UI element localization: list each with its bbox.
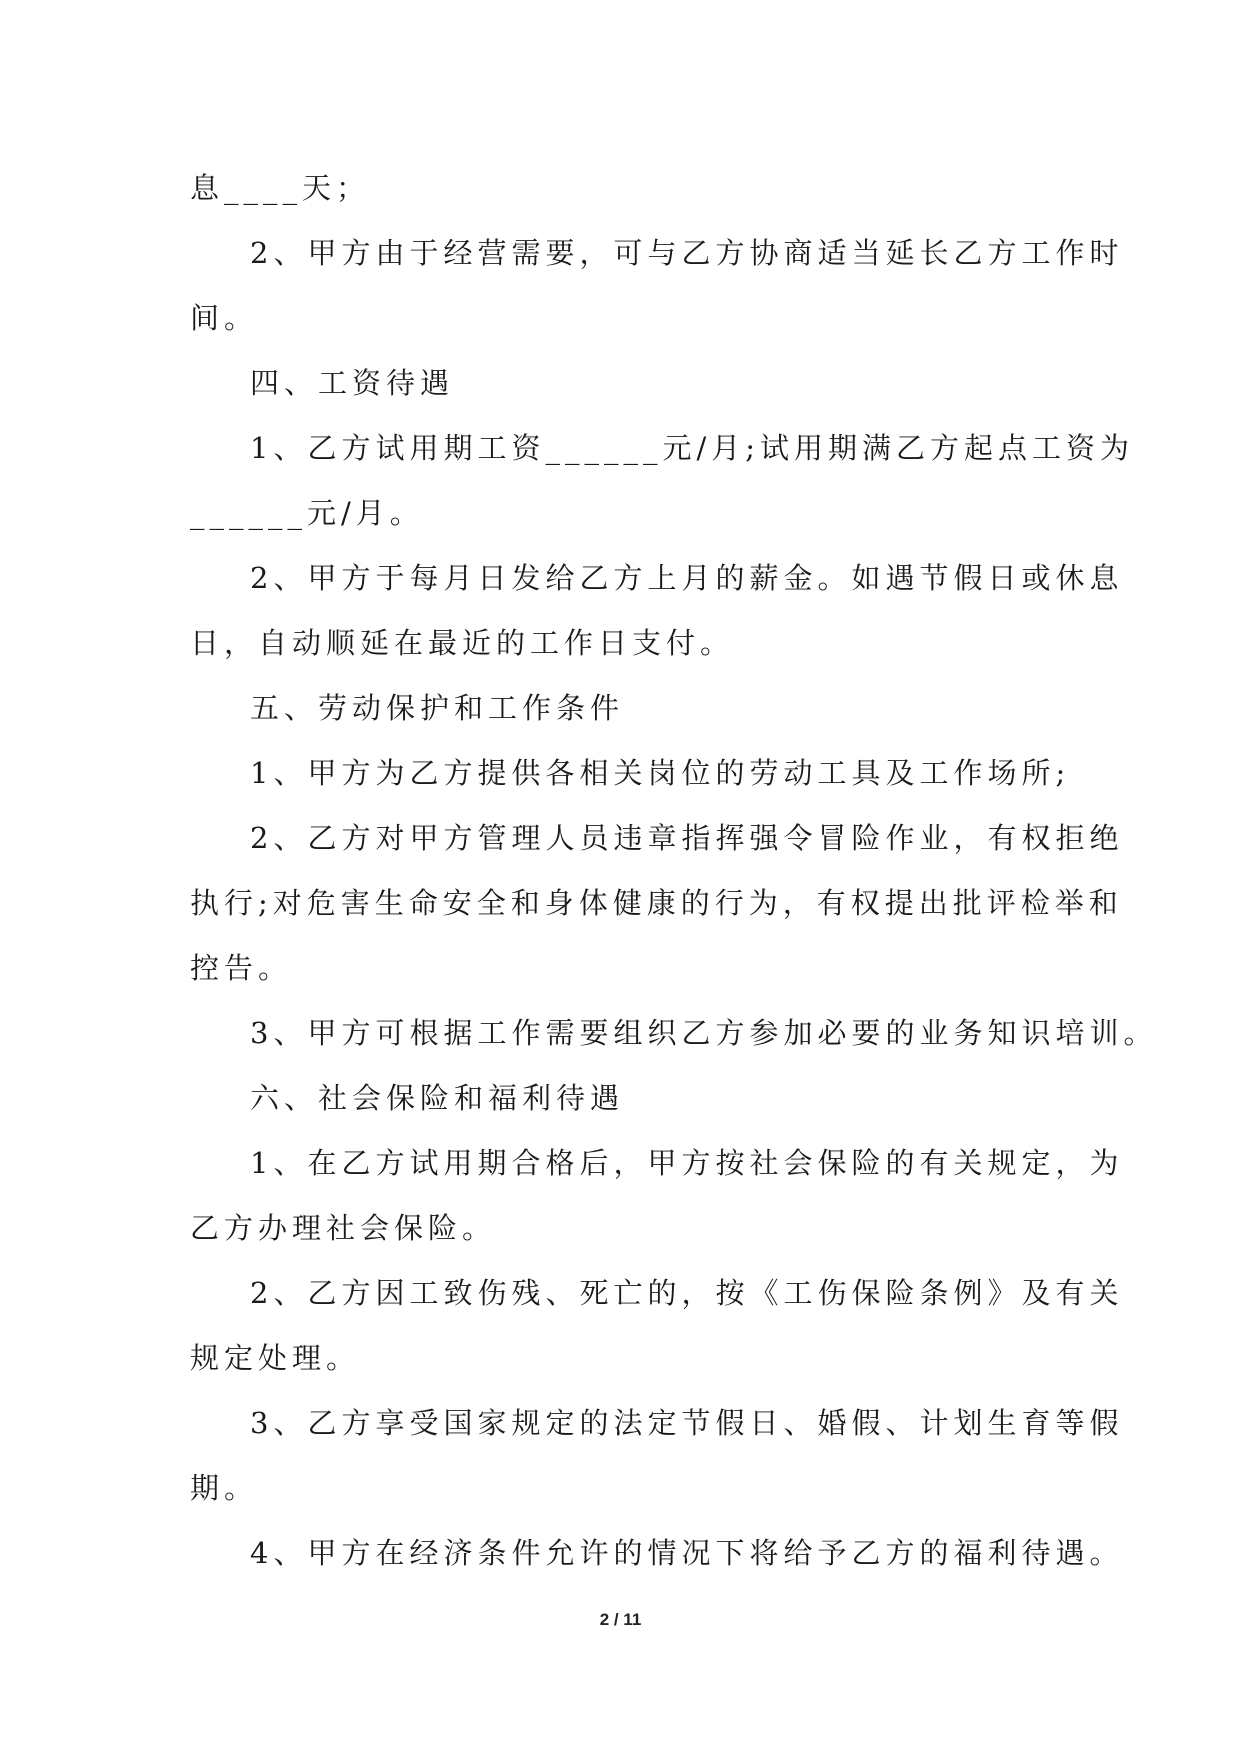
text-line: 1、在乙方试用期合格后，甲方按社会保险的有关规定，为: [250, 1146, 1124, 1180]
text-line: 乙方办理社会保险。: [190, 1211, 497, 1245]
text-line: 3、乙方享受国家规定的法定节假日、婚假、计划生育等假: [250, 1406, 1124, 1440]
document-body: [190, 156, 1158, 1586]
text-line: 规定处理。: [190, 1341, 361, 1375]
text-line: 执行;对危害生命安全和身体健康的行为，有权提出批评检举和: [190, 886, 1123, 920]
text-line: 2、乙方对甲方管理人员违章指挥强令冒险作业，有权拒绝: [250, 821, 1124, 855]
text-line: 3、甲方可根据工作需要组织乙方参加必要的业务知识培训。: [250, 1016, 1158, 1050]
section-heading-wages: 四、工资待遇: [250, 366, 455, 400]
text-line: ______元/月。: [190, 496, 424, 530]
text-line: 控告。: [190, 951, 293, 985]
text-line: 4、甲方在经济条件允许的情况下将给予乙方的福利待遇。: [250, 1536, 1124, 1570]
text-line: 间。: [190, 301, 259, 335]
text-line: 1、甲方为乙方提供各相关岗位的劳动工具及工作场所;: [250, 756, 1071, 790]
text-line: 息____天；: [190, 171, 371, 205]
section-heading-labor-protection: 五、劳动保护和工作条件: [250, 691, 625, 725]
text-line: 1、乙方试用期工资______元/月;试用期满乙方起点工资为: [250, 431, 1134, 465]
page-number: 2 / 11: [599, 1610, 642, 1629]
text-line: 期。: [190, 1471, 259, 1505]
text-line: 2、甲方由于经营需要，可与乙方协商适当延长乙方工作时: [250, 236, 1124, 270]
text-line: 2、甲方于每月日发给乙方上月的薪金。如遇节假日或休息: [250, 561, 1124, 595]
text-line: 日，自动顺延在最近的工作日支付。: [190, 626, 735, 660]
section-heading-social-insurance: 六、社会保险和福利待遇: [250, 1081, 625, 1115]
text-line: 2、乙方因工致伤残、死亡的，按《工伤保险条例》及有关: [250, 1276, 1124, 1310]
